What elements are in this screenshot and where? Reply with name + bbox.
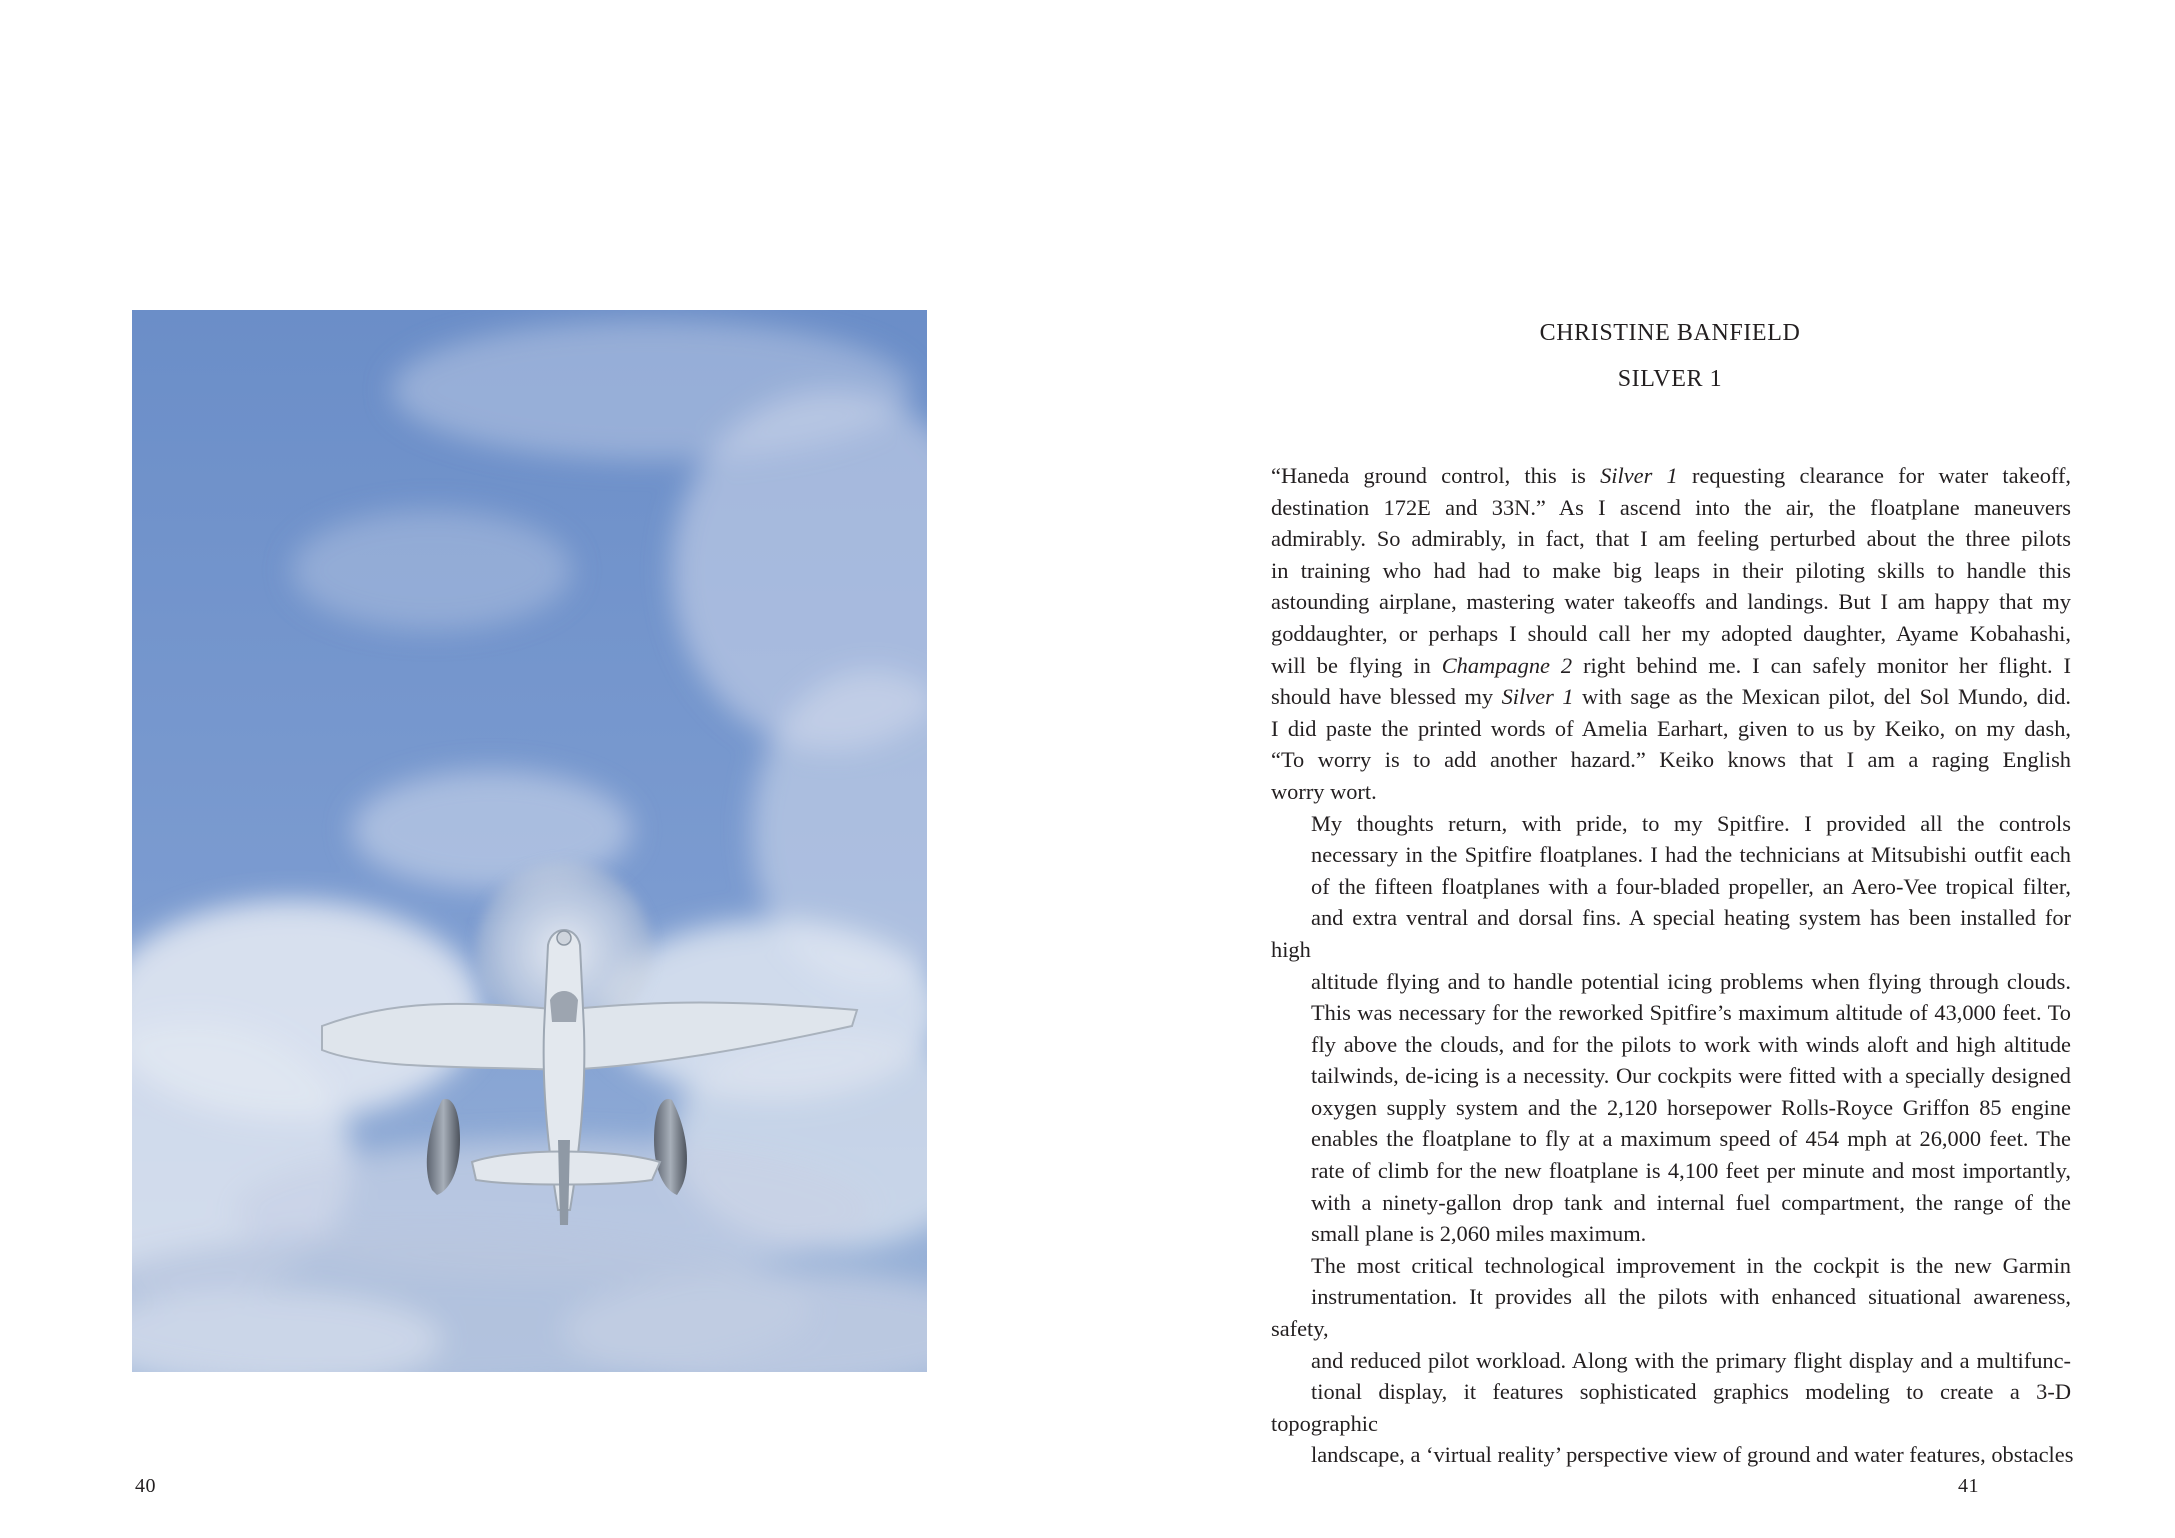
text-run: fly above the clouds, and for the pilots to work with winds aloft and high altitude <box>1311 1031 2071 1057</box>
text-run: destination 172E and 33N.” As I ascend into the air, the floatplane maneuvers <box>1271 494 2071 520</box>
page-number-right: 41 <box>1958 1475 1979 1497</box>
text-run: tional display, it features sophisticated graphics modeling to create a 3-D topographic <box>1271 1379 2071 1436</box>
body-text <box>1271 460 2074 1471</box>
text-run: enables the floatplane to fly at a maximum speed of 454 mph at 26,000 feet. The <box>1311 1126 2071 1152</box>
text-run: landscape, a ‘virtual reality’ perspective view of ground and water features, obstacles <box>1311 1442 2074 1468</box>
text-line <box>1271 1060 2071 1092</box>
text-line <box>1271 966 2071 998</box>
text-run: goddaughter, or perhaps I should call her my adopted daughter, Ayame Kobahashi, <box>1271 620 2071 646</box>
text-line <box>1271 492 2071 524</box>
text-line <box>1271 1218 2071 1250</box>
text-line <box>1271 1376 2071 1439</box>
text-line <box>1271 618 2071 650</box>
text-line <box>1271 681 2071 713</box>
text-run: right behind me. I can safely monitor her flight. I <box>1572 652 2071 678</box>
text-line <box>1271 744 2071 776</box>
text-run: astounding airplane, mastering water takeoffs and landings. But I am happy that my <box>1271 589 2071 615</box>
text-run: small plane is 2,060 miles maximum. <box>1311 1221 1647 1247</box>
chapter-title: SILVER 1 <box>1617 366 1723 392</box>
text-line <box>1271 650 2071 682</box>
text-line <box>1271 713 2071 745</box>
cockpit-canopy <box>550 991 578 1022</box>
text-line <box>1271 555 2071 587</box>
text-line <box>1271 902 2071 965</box>
spinner <box>557 931 571 945</box>
text-run: of the fifteen floatplanes with a four-bladed propeller, an Aero-Vee tropical filter, <box>1311 873 2071 899</box>
text-line <box>1271 997 2071 1029</box>
text-line <box>1271 1439 2074 1471</box>
text-line <box>1271 1250 2071 1282</box>
text-line <box>1271 460 2071 492</box>
text-run: “Haneda ground control, this is <box>1271 463 1601 488</box>
text-line <box>1271 1029 2071 1061</box>
paragraph <box>1271 808 2071 1250</box>
text-run: I did paste the printed words of Amelia Earhart, given to us by Keiko, on my dash, <box>1271 715 2071 741</box>
text-line <box>1271 871 2071 903</box>
text-run: oxygen supply system and the 2,120 horsepower Rolls-Royce Griffon 85 engine <box>1311 1094 2071 1120</box>
text-line <box>1271 523 2071 555</box>
text-run: instrumentation. It provides all the pilots with enhanced situational awareness, safety, <box>1271 1284 2071 1342</box>
text-run: The most critical technological improvement in the cockpit is the new Garmin <box>1311 1252 2071 1278</box>
text-run: altitude flying and to handle potential icing problems when flying through clouds. <box>1311 968 2071 994</box>
italic-title: Champagne 2 <box>1441 652 1573 678</box>
page-number-left: 40 <box>135 1475 156 1497</box>
text-run: will be flying in <box>1271 652 1442 678</box>
chapter-author: CHRISTINE BANFIELD <box>1539 320 1801 346</box>
text-line <box>1271 1345 2071 1377</box>
text-run: rate of climb for the new floatplane is 4,100 feet per minute and most importantly, <box>1311 1158 2071 1184</box>
text-run: “To worry is to add another hazard.” Keiko knows that I am a raging English <box>1271 747 2071 773</box>
text-run: worry wort. <box>1271 778 1377 804</box>
left-page <box>0 0 1087 1538</box>
text-line <box>1271 1187 2071 1219</box>
text-line <box>1271 586 2071 618</box>
text-line <box>1271 1155 2071 1187</box>
text-run: tailwinds, de-icing is a necessity. Our cockpits were fitted with a specially designed <box>1311 1063 2071 1089</box>
text-run: necessary in the Spitfire floatplanes. I had the technicians at Mitsubishi outfit each <box>1311 842 2071 868</box>
text-line <box>1271 1092 2071 1124</box>
paragraph <box>1271 1250 2074 1471</box>
paragraph <box>1271 460 2071 808</box>
text-run: My thoughts return, with pride, to my Spitfire. I provided all the controls <box>1311 810 2071 836</box>
text-run: This was necessary for the reworked Spitfire’s maximum altitude of 43,000 feet. To <box>1311 1000 2071 1026</box>
text-run: with a ninety-gallon drop tank and internal fuel compartment, the range of the <box>1311 1189 2071 1215</box>
italic-title: Silver 1 <box>1501 684 1574 710</box>
tail-fin <box>558 1140 570 1225</box>
text-run: should have blessed my <box>1271 684 1502 710</box>
text-line <box>1271 776 2071 808</box>
text-run: and extra ventral and dorsal fins. A special heating system has been installed for high <box>1271 905 2071 962</box>
text-run: requesting clearance for water takeoff, <box>1677 463 2071 488</box>
text-line <box>1271 839 2071 871</box>
text-run: and reduced pilot workload. Along with the primary flight display and a multifunc- <box>1311 1347 2071 1373</box>
text-line <box>1271 1123 2071 1155</box>
text-run: with sage as the Mexican pilot, del Sol Mundo, did. <box>1573 684 2071 710</box>
text-line <box>1271 808 2071 840</box>
text-run: admirably. So admirably, in fact, that I am feeling perturbed about the three pilots <box>1271 526 2071 552</box>
text-run: in training who had had to make big leaps in their piloting skills to handle this <box>1271 557 2071 583</box>
text-line <box>1271 1281 2071 1344</box>
spitfire-floatplane-photo <box>132 310 927 1372</box>
italic-title: Silver 1 <box>1600 463 1678 488</box>
